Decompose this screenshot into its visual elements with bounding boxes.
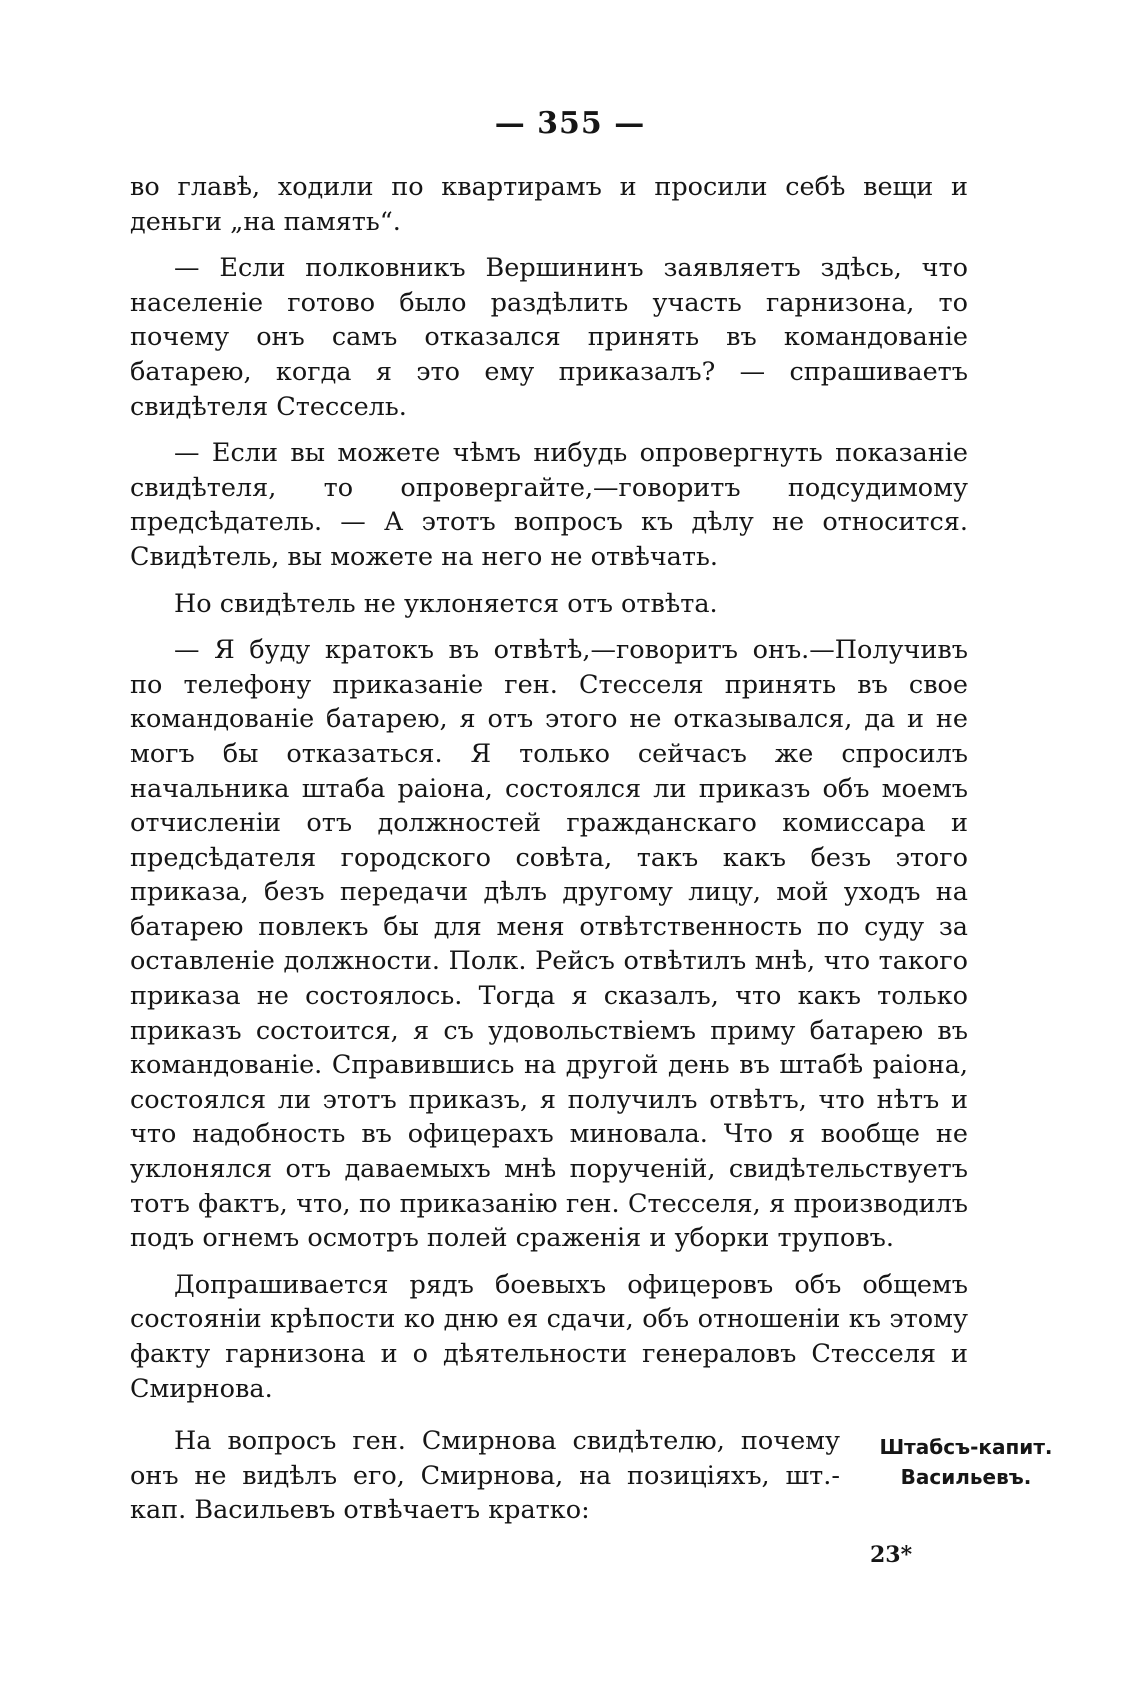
last-text-block <box>130 1424 840 1540</box>
page-number: — 355 — <box>494 106 646 141</box>
paragraph-witness-answer: — Я буду кратокъ въ отвѣтѣ,—говоритъ онъ.—Получивъ по телефону приказаніе ген. Стесселя принять въ свое командованіе батарею, я отъ этого не отказывался, да и не могъ бы отказаться. Я только сейчасъ же спросилъ начальника штаба раіона, состоялся ли приказъ объ моемъ отчисленіи отъ должностей гражданскаго комиссара и предсѣдателя городского совѣта, такъ какъ безъ этого приказа, безъ передачи дѣлъ другому лицу, мой уходъ на батарею повлекъ бы для меня отвѣтственность по суду за оставленіе должности. Полк. Рейсъ отвѣтилъ мнѣ, что такого приказа не состоялось. Тогда я сказалъ, что какъ только приказъ состоится, я съ удовольствіемъ приму батарею въ командованіе. Справившись на другой день въ штабѣ раіона, состоялся ли этотъ приказъ, я получилъ отвѣтъ, что нѣтъ и что надобность въ офицерахъ миновала. Что я вообще не уклонялся отъ даваемыхъ мнѣ порученій, свидѣтельствуетъ тотъ фактъ, что, по приказанію ген. Стесселя, я производилъ подъ огнемъ осмотръ полей сраженія и уборки труповъ. <box>130 635 968 1254</box>
paragraph-chairman: — Если вы можете чѣмъ нибудь опровергнуть показаніе свидѣтеля, то опровергайте,—говоритъ подсудимому предсѣдатель. — А этотъ вопросъ къ дѣлу не относится. Свидѣтель, вы можете на него не отвѣчать. <box>130 438 968 572</box>
printer-signature: 23* <box>870 1542 913 1568</box>
paragraph-question: — Если полковникъ Вершининъ заявляетъ здѣсь, что населеніе готово было раздѣлить участь гарнизона, то почему онъ самъ отказался принять въ командованіе батарею, когда я это ему приказалъ? — спрашиваетъ свидѣтеля Стессель. <box>130 253 968 422</box>
margin-note <box>866 1432 1066 1492</box>
main-text <box>130 170 968 1418</box>
paragraph-smirnov-question: На вопросъ ген. Смирнова свидѣтелю, почему онъ не видѣлъ его, Смирнова, на позиціяхъ, шт.-кап. Васильевъ отвѣчаетъ кратко: <box>130 1426 840 1526</box>
margin-note-rank: Штабсъ-капит. <box>879 1435 1053 1459</box>
paragraph-witness-intro: Но свидѣтель не уклоняется отъ отвѣта. <box>174 588 718 619</box>
paragraph-officers: Допрашивается рядъ боевыхъ офицеровъ объ общемъ состояніи крѣпости ко дню ея сдачи, объ отношеніи къ этому факту гарнизона и о дѣятельности генераловъ Стесселя и Смирнова. <box>130 1269 968 1404</box>
margin-note-name: Васильевъ. <box>900 1465 1032 1489</box>
paragraph-continued: во главѣ, ходили по квартирамъ и просили себѣ вещи и деньги „на память“. <box>130 172 968 237</box>
